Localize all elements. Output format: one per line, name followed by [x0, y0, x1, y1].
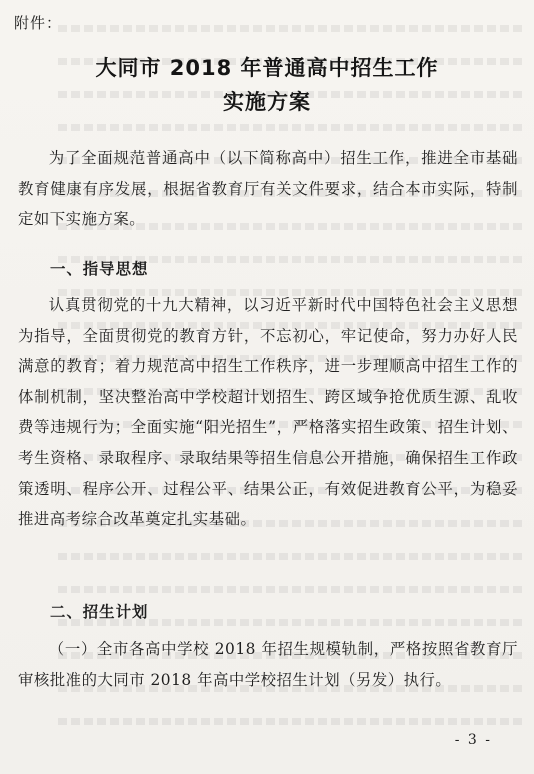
attachment-label: 附件： [14, 14, 63, 32]
enrollment-plan-paragraph: （一）全市各高中学校 2018 年招生规模轨制，严格按照省教育厅审核批准的大同市 2018 年高中学校招生计划（另发）执行。 [18, 640, 518, 689]
section-heading-guiding-principles: 一、指导思想 [50, 260, 149, 278]
document-title-line-1: 大同市 2018 年普通高中招生工作 [95, 56, 439, 80]
page-number: - 3 - [454, 732, 492, 748]
guiding-principles-paragraph: 认真贯彻党的十九大精神，以习近平新时代中国特色社会主义思想为指导，全面贯彻党的教育方针，不忘初心，牢记使命，努力办好人民满意的教育；着力规范高中招生工作秩序，进一步理顺高中招生工作的体制机制，坚决整治高中学校超计划招生、跨区域争抢优质生源、乱收费等违规行为；全面实施“阳光招生”，严格落实招生政策、招生计划、考生资格、录取程序、录取结果等招生信息公开措施，确保招生工作政策透明、程序公开、过程公平、结果公正，有效促进教育公平，为稳妥推进高考综合改革奠定扎实基础。 [18, 296, 518, 529]
intro-paragraph: 为了全面规范普通高中（以下简称高中）招生工作，推进全市基础教育健康有序发展，根据省教育厅有关文件要求，结合本市实际，特制定如下实施方案。 [18, 149, 518, 229]
section-heading-enrollment-plan: 二、招生计划 [50, 603, 149, 621]
document-title-line-2: 实施方案 [223, 90, 311, 114]
